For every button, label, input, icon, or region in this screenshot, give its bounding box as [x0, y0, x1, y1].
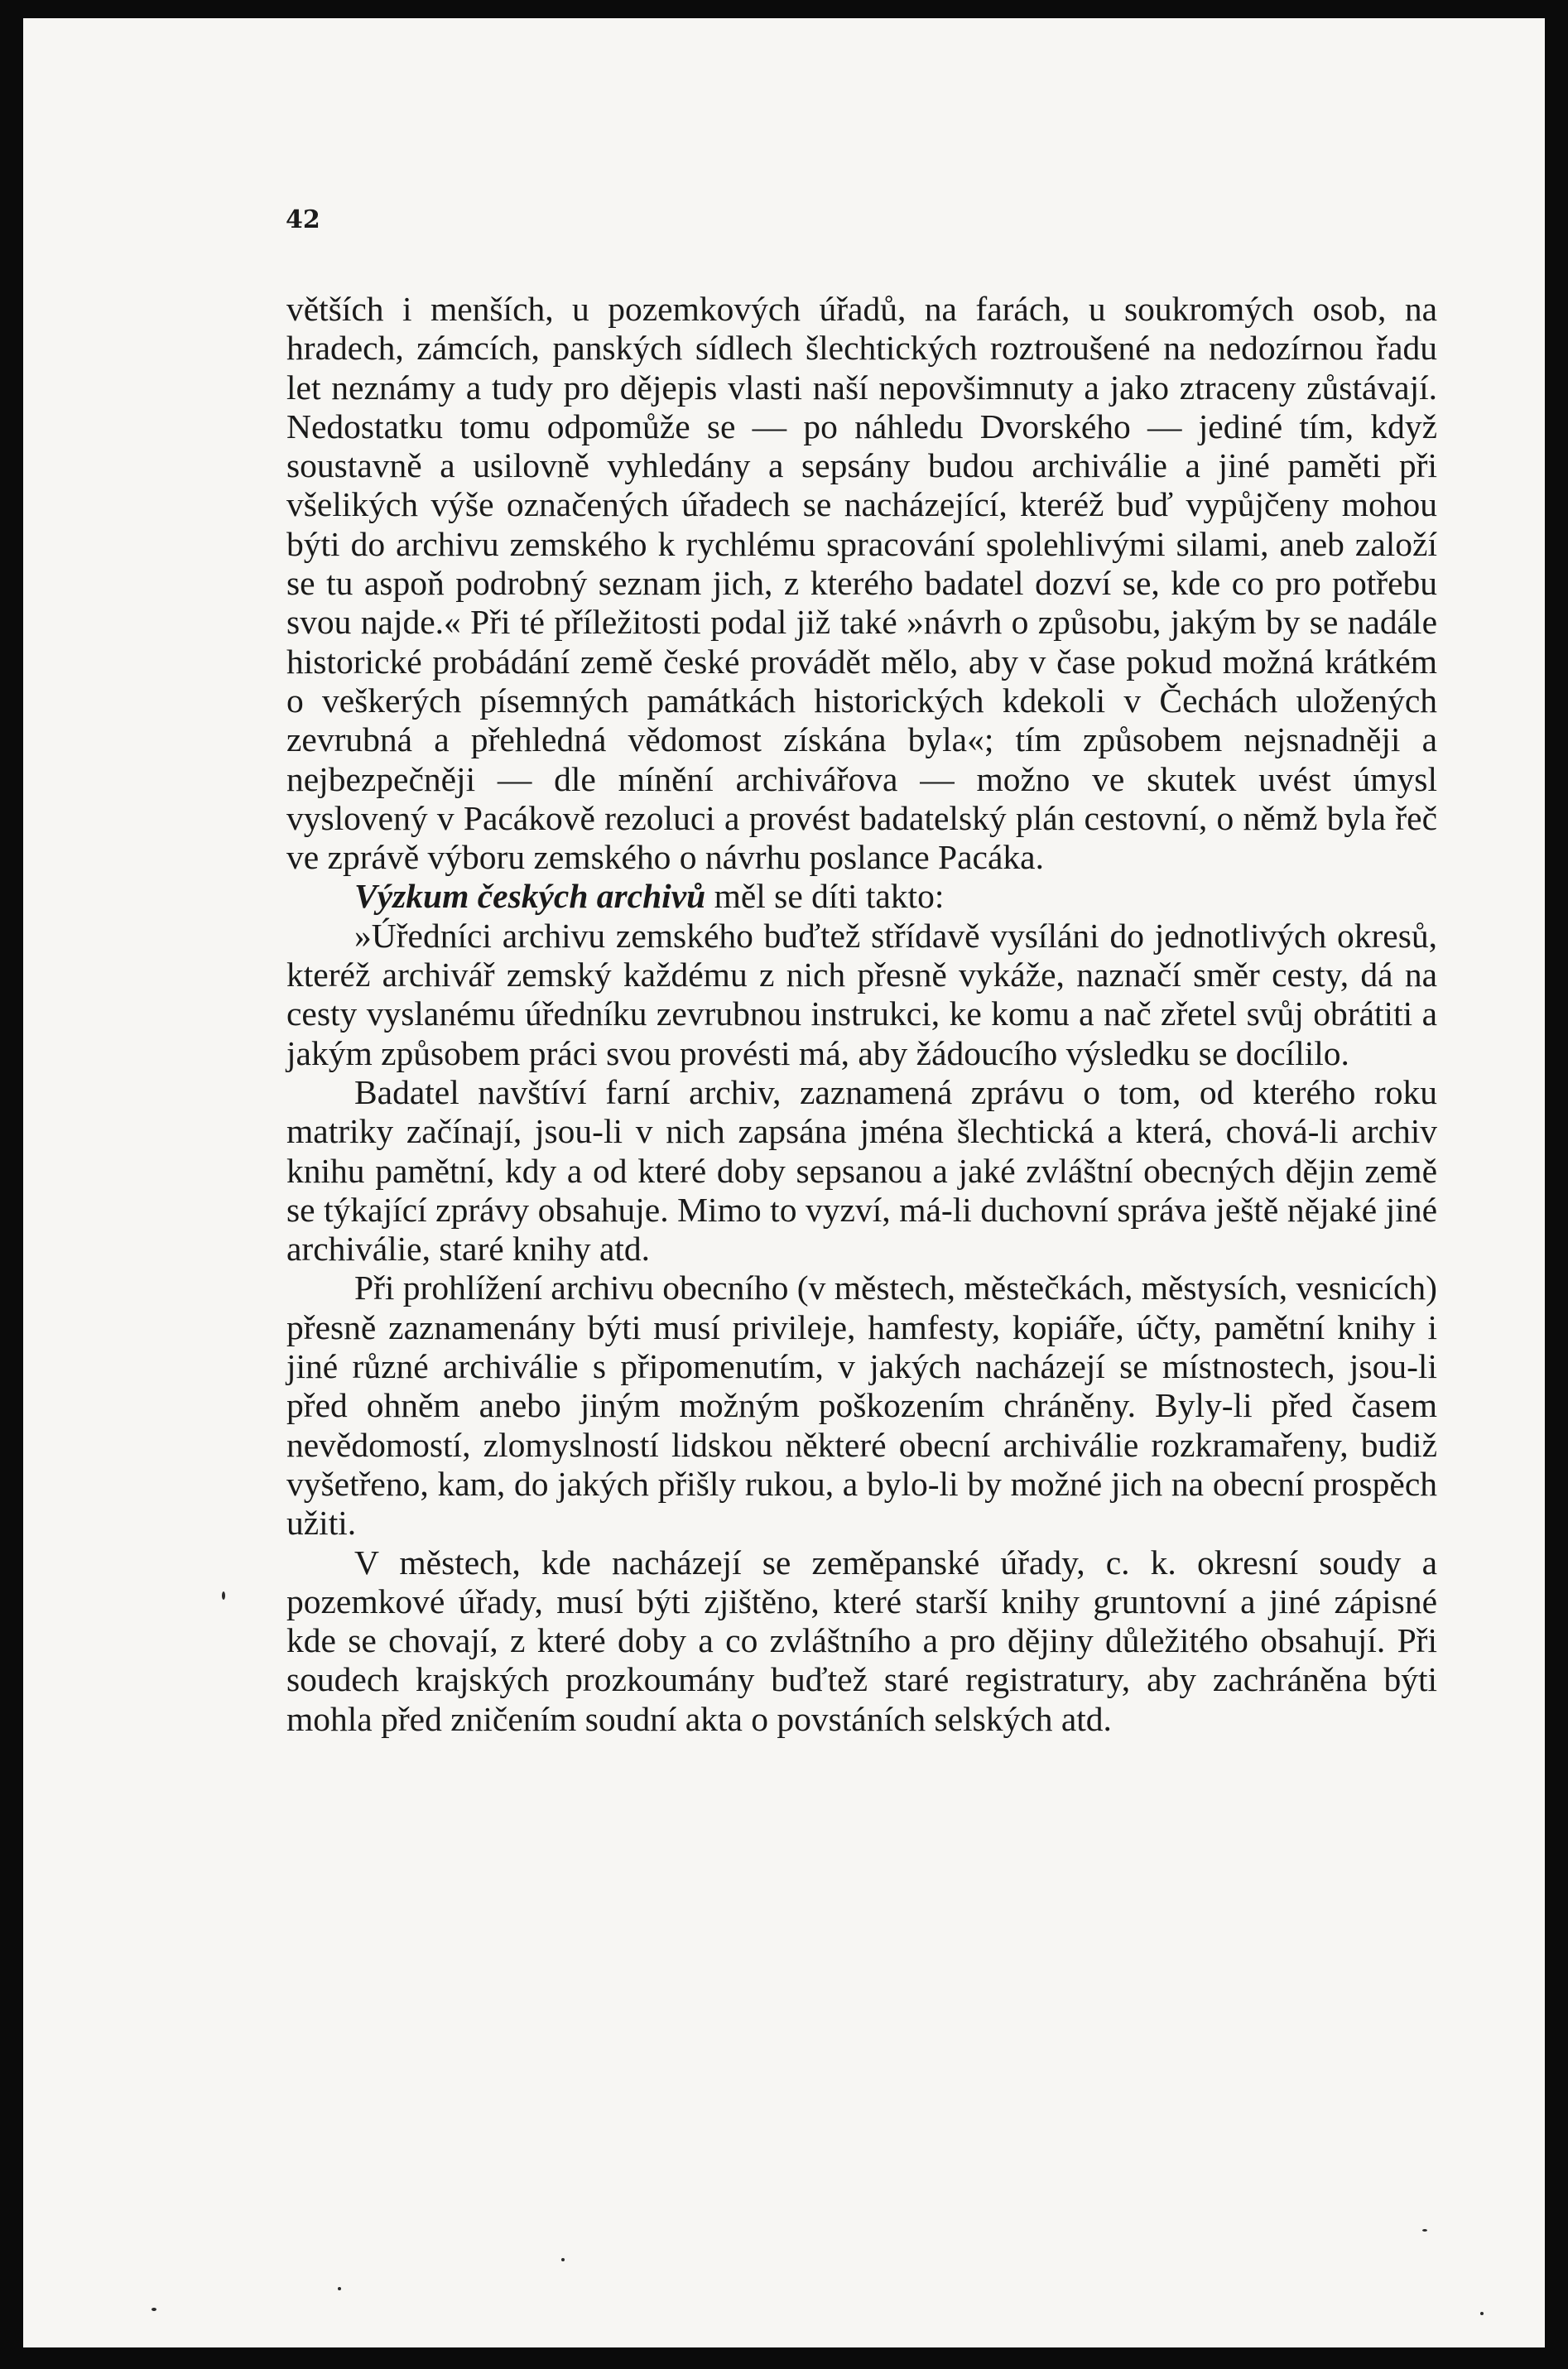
paragraph-3: »Úředníci archivu zemského buďtež střídavě vysíláni do jednotlivých okresů, kteréž archivář zemský každému z nich přesně vykáže, naznačí směr cesty, dá na cesty vyslanému úředníku zevrubnou instrukci, ke komu a nač zřetel svůj obrátiti a jakým způsobem práci svou provésti má, aby žádoucího výsledku se docílilo. [286, 916, 1437, 1072]
paragraph-2 [286, 877, 1437, 916]
book-page [23, 18, 1545, 2347]
paragraph-2-text: měl se díti takto: [705, 877, 945, 916]
paragraph-1: větších i menších, u pozemkových úřadů, na farách, u soukromých osob, na hradech, zámcích, panských sídlech šlechtických roztroušené na nedozírnou řadu let neznámy a tudy pro dějepis vlasti naší nepovšimnuty a jako ztraceny zůstávají. Nedostatku tomu odpomůže se — po náhledu Dvorského — jediné tím, když soustavně a usilovně vyhledány a sepsány budou archiválie a jiné paměti při všelikých výše označených úřadech se nacházející, kteréž buď vypůjčeny mohou býti do archivu zemského k rychlému spracování spolehlivými silami, aneb založí se tu aspoň podrobný seznam jich, z kterého badatel dozví se, kde co pro potřebu svou najde.« Při té příležitosti podal již také »návrh o způsobu, jakým by se nadále historické probádání země české provádět mělo, aby v čase pokud možná krátkém o veškerých písemných památkách historických kdekoli v Čechách uložených zevrubná a přehledná vědomost získána byla«; tím způsobem nejsnadněji a nejbezpečněji — dle mínění archivářova — možno ve skutek uvést úmysl vyslovený v Pacákově rezoluci a provést badatelský plán cestovní, o němž byla řeč ve zprávě výboru zemského o návrhu poslance Pacáka. [286, 290, 1437, 877]
scan-speck [222, 1591, 225, 1600]
paragraph-4: Badatel navštíví farní archiv, zaznamená zprávu o tom, od kterého roku matriky začínají, jsou-li v nich zapsána jména šlechtická a která, chová-li archiv knihu pamětní, kdy a od které doby sepsanou a jaké zvláštní obecných dějin země se týkající zprávy obsahuje. Mimo to vyzví, má-li duchovní správa ještě nějaké jiné archiválie, staré knihy atd. [286, 1072, 1437, 1269]
scan-speck [338, 2287, 341, 2290]
paragraph-6: V městech, kde nacházejí se zeměpanské úřady, c. k. okresní soudy a pozemkové úřady, musí býti zjištěno, které starší knihy gruntovní a jiné zápisné kde se chovají, z které doby a co zvláštního a pro dějiny důležitého obsahují. Při soudech krajských prozkoumány buďtež staré registratury, aby zachráněna býti mohla před zničením soudní akta o povstáních selských atd. [286, 1543, 1437, 1738]
scan-speck [1422, 2229, 1427, 2232]
scan-speck [1480, 2312, 1484, 2315]
page-number: 42 [286, 205, 320, 234]
paragraph-5: Při prohlížení archivu obecního (v městech, městečkách, městysích, vesnicích) přesně zaznamenány býti musí privileje, hamfesty, kopiáře, účty, pamětní knihy i jiné různé archiválie s připomenutím, v jakých nacházejí se místnostech, jsou-li před ohněm anebo jiným možným poškozením chráněny. Byly-li před časem nevědomostí, zlomyslností lidskou některé obecní archiválie rozkramařeny, budiž vyšetřeno, kam, do jakých přišly rukou, a bylo-li by možné jich na obecní prospěch užiti. [286, 1269, 1437, 1543]
italic-heading: Výzkum českých archivů [354, 877, 706, 916]
body-text [286, 290, 1437, 1739]
scan-speck [561, 2258, 565, 2261]
scan-speck [152, 2308, 156, 2311]
